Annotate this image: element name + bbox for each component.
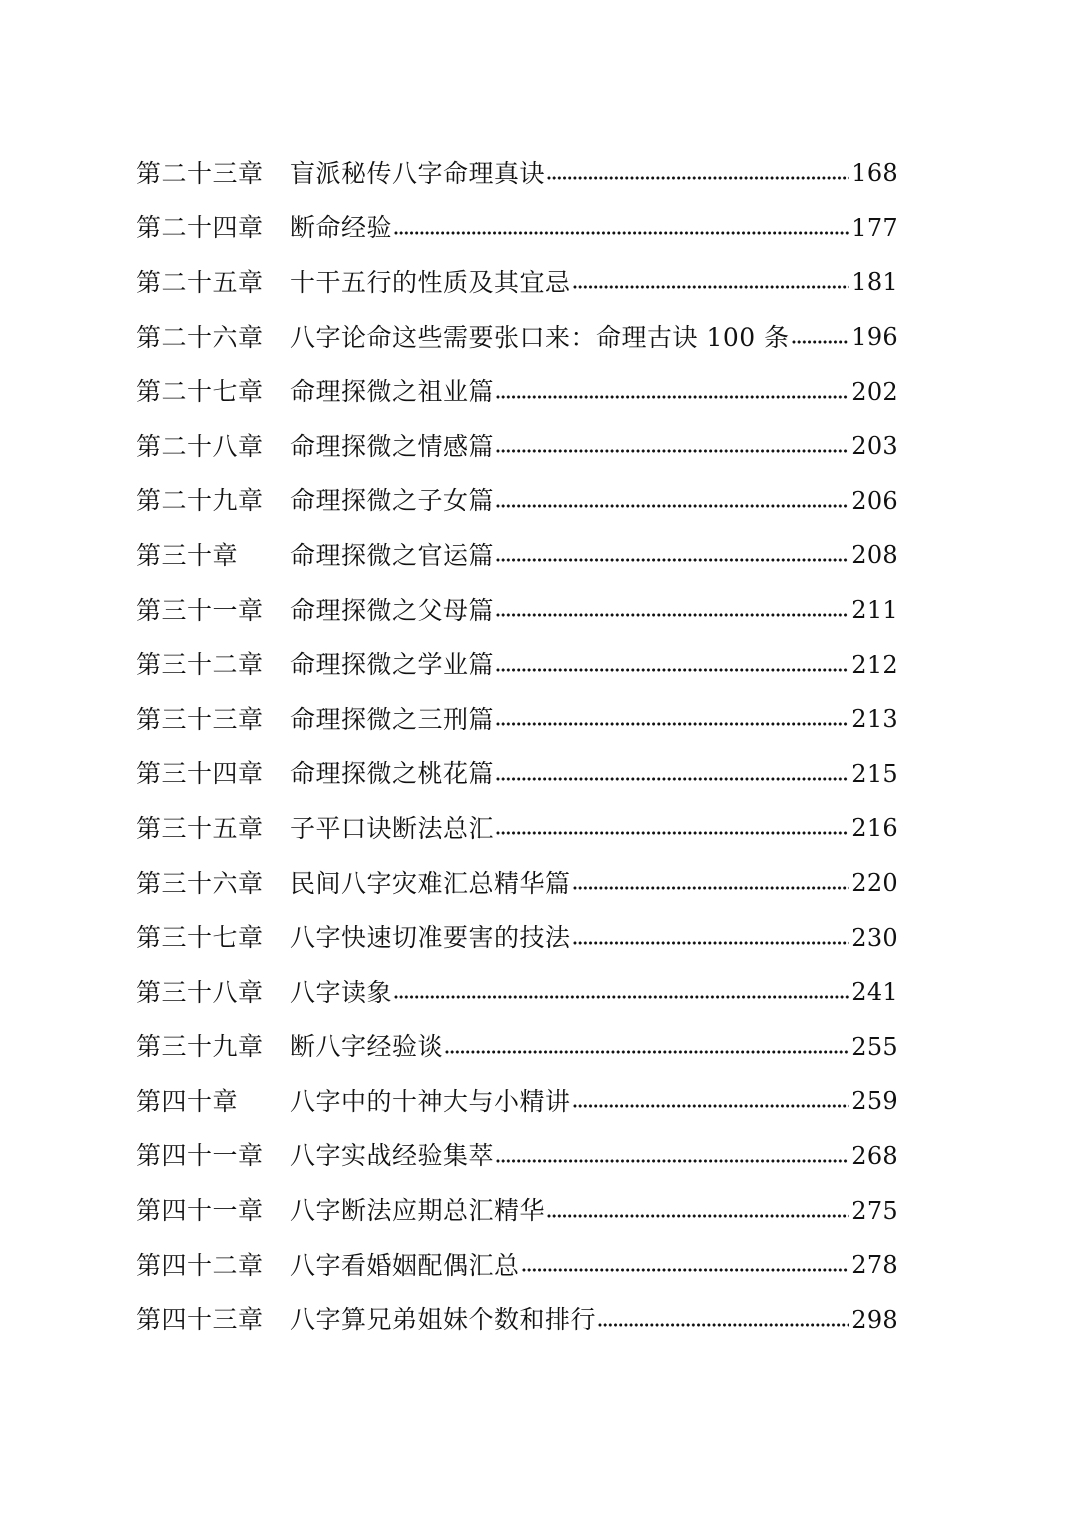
page-number: 202 xyxy=(851,377,898,406)
chapter-number: 第二十九章 xyxy=(136,486,264,516)
chapter-number: 第三十五章 xyxy=(136,813,264,843)
toc-entry xyxy=(136,474,898,529)
page-number: 268 xyxy=(851,1141,898,1170)
dot-leader xyxy=(522,1267,850,1273)
chapter-title: 八字读象 xyxy=(290,977,393,1007)
toc-entry xyxy=(136,528,898,583)
dot-leader xyxy=(496,612,849,618)
chapter-number: 第三十章 xyxy=(136,540,239,570)
chapter-number: 第二十四章 xyxy=(136,213,264,243)
page-number: 181 xyxy=(851,268,898,297)
page-number: 208 xyxy=(851,541,898,570)
dot-leader xyxy=(496,503,849,509)
page-number: 211 xyxy=(851,596,898,625)
chapter-title: 八字实战经验集萃 xyxy=(290,1141,495,1171)
chapter-number: 第三十六章 xyxy=(136,868,264,898)
dot-leader xyxy=(547,175,849,181)
chapter-title: 断八字经验谈 xyxy=(290,1032,444,1062)
dot-leader xyxy=(573,940,850,946)
page-number: 241 xyxy=(851,978,898,1007)
chapter-number: 第三十七章 xyxy=(136,923,264,953)
chapter-number: 第三十九章 xyxy=(136,1032,264,1062)
toc-entry xyxy=(136,910,898,965)
toc-entry xyxy=(136,637,898,692)
chapter-title: 断命经验 xyxy=(290,213,393,243)
toc-entry xyxy=(136,583,898,638)
toc-entry xyxy=(136,856,898,911)
chapter-number: 第三十一章 xyxy=(136,595,264,625)
toc-entry xyxy=(136,201,898,256)
toc-entry xyxy=(136,965,898,1020)
toc-entry xyxy=(136,1129,898,1184)
dot-leader xyxy=(598,1322,849,1328)
chapter-title: 八字快速切准要害的技法 xyxy=(290,923,571,953)
chapter-title: 八字中的十神大与小精讲 xyxy=(290,1086,571,1116)
toc-entry xyxy=(136,419,898,474)
toc-entry xyxy=(136,692,898,747)
table-of-contents xyxy=(136,146,898,1347)
chapter-title: 命理探微之子女篇 xyxy=(290,486,495,516)
page-number: 275 xyxy=(851,1196,898,1225)
chapter-number: 第三十八章 xyxy=(136,977,264,1007)
chapter-number: 第三十四章 xyxy=(136,759,264,789)
toc-entry xyxy=(136,1183,898,1238)
chapter-title: 八字看婚姻配偶汇总 xyxy=(290,1250,520,1280)
toc-entry xyxy=(136,255,898,310)
chapter-number: 第二十六章 xyxy=(136,322,264,352)
chapter-title: 命理探微之桃花篇 xyxy=(290,759,495,789)
toc-entry xyxy=(136,801,898,856)
toc-entry xyxy=(136,1074,898,1129)
chapter-title: 盲派秘传八字命理真诀 xyxy=(290,158,546,188)
page-number: 220 xyxy=(851,869,898,898)
toc-entry xyxy=(136,146,898,201)
page-number: 177 xyxy=(851,213,898,242)
page-number: 230 xyxy=(851,923,898,952)
dot-leader xyxy=(496,776,849,782)
dot-leader xyxy=(394,230,849,236)
chapter-title: 子平口诀断法总汇 xyxy=(290,813,495,843)
page-number: 259 xyxy=(851,1087,898,1116)
chapter-number: 第二十七章 xyxy=(136,377,264,407)
page-number: 216 xyxy=(851,814,898,843)
chapter-number: 第四十三章 xyxy=(136,1305,264,1335)
page-number: 212 xyxy=(851,650,898,679)
dot-leader xyxy=(496,667,849,673)
toc-entry xyxy=(136,1238,898,1293)
toc-entry xyxy=(136,1020,898,1075)
toc-entry xyxy=(136,1292,898,1347)
chapter-number: 第四十二章 xyxy=(136,1250,264,1280)
chapter-title: 八字断法应期总汇精华 xyxy=(290,1196,546,1226)
toc-entry xyxy=(136,310,898,365)
chapter-title: 命理探微之祖业篇 xyxy=(290,377,495,407)
page-number: 206 xyxy=(851,486,898,515)
page-number: 213 xyxy=(851,705,898,734)
chapter-title: 民间八字灾难汇总精华篇 xyxy=(290,868,571,898)
page-number: 298 xyxy=(851,1305,898,1334)
chapter-title: 八字算兄弟姐妹个数和排行 xyxy=(290,1305,597,1335)
chapter-number: 第四十一章 xyxy=(136,1141,264,1171)
chapter-number: 第四十章 xyxy=(136,1086,239,1116)
dot-leader xyxy=(496,721,849,727)
chapter-title: 十干五行的性质及其宜忌 xyxy=(290,267,571,297)
chapter-title: 命理探微之情感篇 xyxy=(290,431,495,461)
chapter-number: 第二十五章 xyxy=(136,267,264,297)
dot-leader xyxy=(547,1213,849,1219)
chapter-title: 命理探微之父母篇 xyxy=(290,595,495,625)
chapter-number: 第三十二章 xyxy=(136,650,264,680)
dot-leader xyxy=(496,557,849,563)
page-number: 255 xyxy=(851,1032,898,1061)
dot-leader xyxy=(573,885,850,891)
dot-leader xyxy=(496,830,849,836)
dot-leader xyxy=(496,1158,849,1164)
dot-leader xyxy=(573,1103,850,1109)
dot-leader xyxy=(394,994,849,1000)
chapter-title: 命理探微之三刑篇 xyxy=(290,704,495,734)
dot-leader xyxy=(496,448,849,454)
toc-entry xyxy=(136,747,898,802)
page-number: 278 xyxy=(851,1251,898,1280)
chapter-title: 八字论命这些需要张口来：命理古诀 100 条 xyxy=(290,322,790,352)
chapter-title: 命理探微之学业篇 xyxy=(290,650,495,680)
chapter-number: 第二十八章 xyxy=(136,431,264,461)
page-number: 196 xyxy=(851,323,898,352)
page-number: 215 xyxy=(851,759,898,788)
toc-entry xyxy=(136,364,898,419)
dot-leader xyxy=(792,339,850,345)
dot-leader xyxy=(496,394,849,400)
page-number: 168 xyxy=(851,159,898,188)
chapter-number: 第三十三章 xyxy=(136,704,264,734)
page-number: 203 xyxy=(851,432,898,461)
chapter-number: 第四十一章 xyxy=(136,1196,264,1226)
chapter-number: 第二十三章 xyxy=(136,158,264,188)
dot-leader xyxy=(573,284,850,290)
dot-leader xyxy=(445,1049,849,1055)
chapter-title: 命理探微之官运篇 xyxy=(290,540,495,570)
